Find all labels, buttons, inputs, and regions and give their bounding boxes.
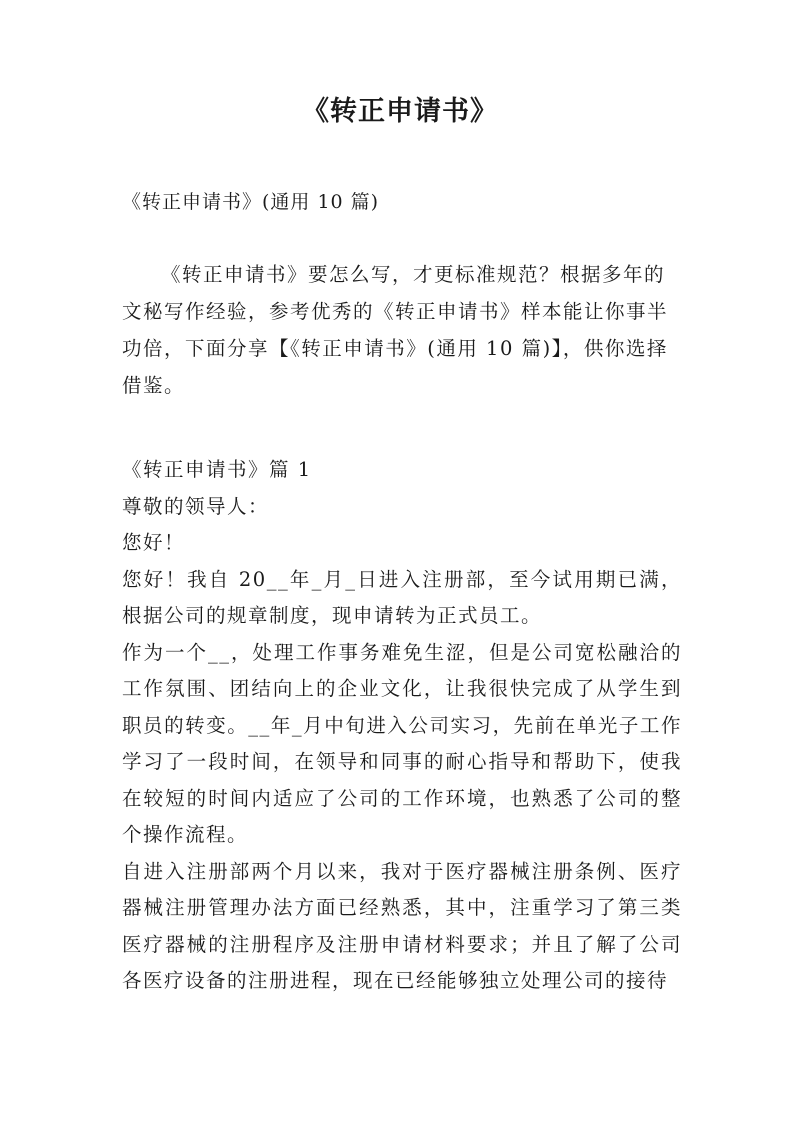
intro-paragraph: 《转正申请书》要怎么写，才更标准规范？根据多年的文秘写作经验，参考优秀的《转正申请书》样本能让你事半功倍，下面分享【《转正申请书》(通用 10 篇)】，供你选择借鉴。 <box>122 263 669 397</box>
section-heading: 《转正申请书》篇 1 <box>122 458 312 481</box>
letter-body <box>122 452 682 1000</box>
body-paragraph-2: 作为一个__，处理工作事务难免生涩，但是公司宽松融洽的工作氛围、团结向上的企业文化，让我很快完成了从学生到职员的转变。__年_月中旬进入公司实习，先前在单光子工作学习了一段时间，在领导和同事的耐心指导和帮助下，使我在较短的时间内适应了公司的工作环境，也熟悉了公司的整个操作流程。 <box>122 640 682 846</box>
body-paragraph-1: 您好！我自 20__年_月_日进入注册部，至今试用期已满，根据公司的规章制度，现申请转为正式员工。 <box>122 567 682 627</box>
document-title: 《转正申请书》 <box>302 96 498 127</box>
document-subtitle: 《转正申请书》(通用 10 篇) <box>122 191 380 213</box>
body-paragraph-3: 自进入注册部两个月以来，我对于医疗器械注册条例、医疗器械注册管理办法方面已经熟悉，其中，注重学习了第三类医疗器械的注册程序及注册申请材料要求；并且了解了公司各医疗设备的注册进程，现在已经能够独立处理公司的接待 <box>122 859 682 992</box>
salutation: 尊敬的领导人： <box>122 494 270 518</box>
greeting: 您好！ <box>122 531 186 554</box>
